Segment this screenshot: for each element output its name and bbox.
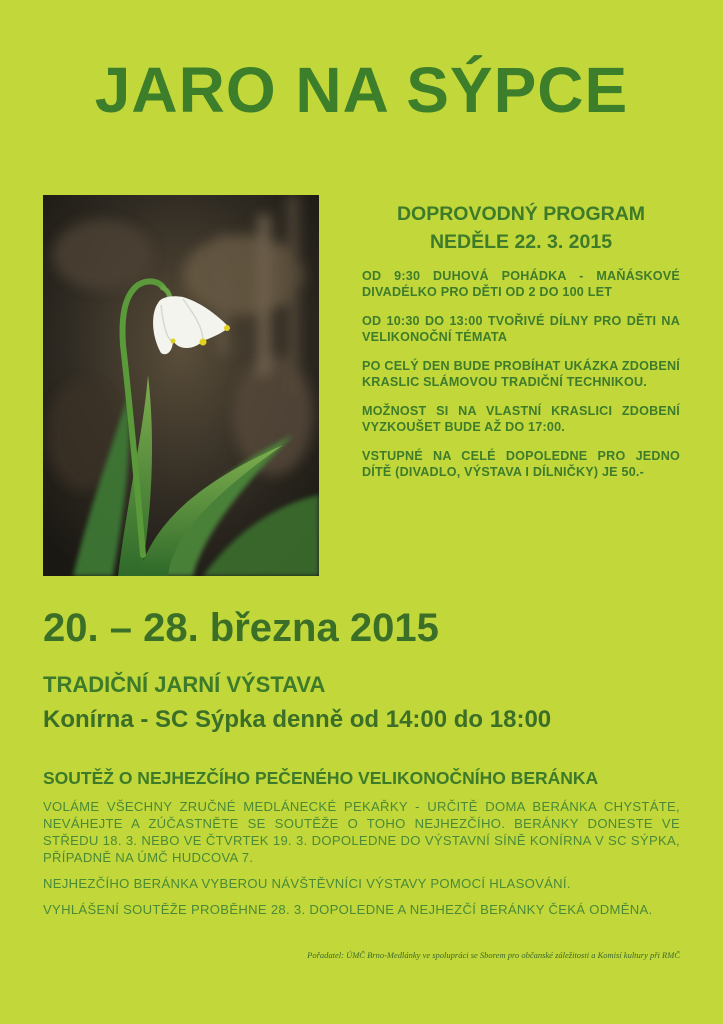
program-item: VSTUPNÉ NA CELÉ DOPOLEDNE PRO JEDNO DÍTĚ (DIVADLO, VÝSTAVA I DÍLNIČKY) JE 50.- [362, 449, 680, 479]
program-item: OD 10:30 DO 13:00 TVOŘIVÉ DÍLNY PRO DĚTI NA VELIKONOČNÍ TÉMATA [362, 314, 680, 344]
organizer-note: Pořadatel: ÚMČ Brno-Medlánky ve spolupráci se Sborem pro občanské záležitosti a Komisí kultury při RMČ [307, 950, 680, 960]
contest-paragraph: NEJHEZČÍHO BERÁNKA VYBEROU NÁVŠTĚVNÍCI VÝSTAVY POMOCÍ HLASOVÁNÍ. [43, 876, 571, 891]
contest-title: SOUTĚŽ O NEJHEZČÍHO PEČENÉHO VELIKONOČNÍHO BERÁNKA [43, 768, 599, 788]
program-heading: DOPROVODNÝ PROGRAM [396, 203, 646, 225]
exhibition-title: TRADIČNÍ JARNÍ VÝSTAVA [43, 672, 326, 697]
snowflake-flower-photo [43, 195, 319, 576]
exhibition-place: Konírna - SC Sýpka denně od 14:00 do 18:00 [43, 706, 552, 733]
poster-title: JARO NA SÝPCE [94, 54, 629, 126]
exhibition-dates: 20. – 28. března 2015 [43, 606, 439, 650]
contest-paragraph: VYHLÁŠENÍ SOUTĚŽE PROBĚHNE 28. 3. DOPOLEDNE A NEJHEZČÍ BERÁNKY ČEKÁ ODMĚNA. [43, 902, 653, 917]
program-date: NEDĚLE 22. 3. 2015 [429, 231, 613, 253]
program-item: OD 9:30 DUHOVÁ POHÁDKA - MAŇÁSKOVÉ DIVADÉLKO PRO DĚTI OD 2 DO 100 LET [362, 269, 680, 299]
contest-paragraph: VOLÁME VŠECHNY ZRUČNÉ MEDLÁNECKÉ PEKAŘKY - URČITĚ DOMA BERÁNKA CHYSTÁTE, NEVÁHEJTE A ZÚČASTNĚTE SE SOUTĚŽE O TOHO NEJHEZČÍHO. BERÁNKY DONESTE VE STŘEDU 18. 3. NEBO VE ČTVRTEK 19. 3. DOPOLEDNE DO VÝSTAVNÍ SÍNĚ KONÍRNA V SC SÝPKA, PŘÍPADNĚ NA ÚMČ HUDCOVA 7. [43, 799, 680, 865]
program-item: PO CELÝ DEN BUDE PROBÍHAT UKÁZKA ZDOBENÍ KRASLIC SLÁMOVOU TRADIČNÍ TECHNIKOU. [362, 359, 680, 389]
contest-body [43, 798, 680, 927]
accompanying-program [362, 200, 680, 480]
program-item: MOŽNOST SI NA VLASTNÍ KRASLICI ZDOBENÍ VYZKOUŠET BUDE AŽ DO 17:00. [362, 404, 680, 434]
flower-photo-svg [43, 195, 319, 576]
